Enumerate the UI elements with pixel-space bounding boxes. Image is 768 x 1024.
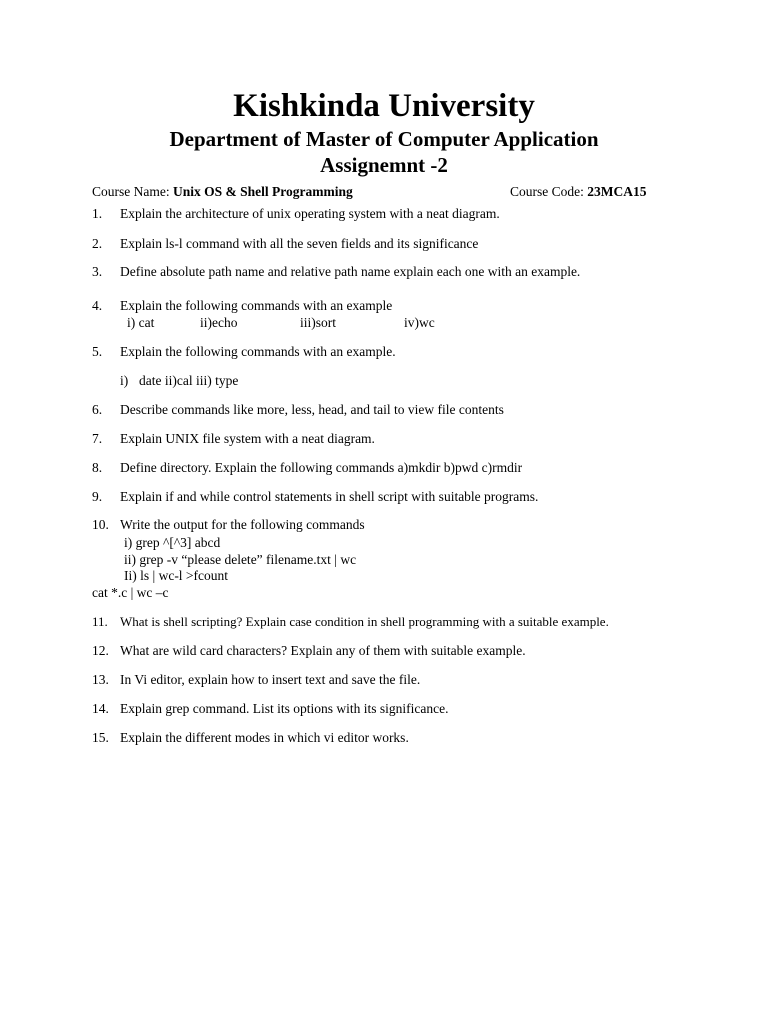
question-text: Define directory. Explain the following commands a)mkdir b)pwd c)rmdir (120, 460, 523, 475)
course-code-label: Course Code: (510, 184, 584, 199)
question-text: What are wild card characters? Explain any of them with suitable example. (120, 643, 526, 658)
command-line: i) grep ^[^3] abcd (124, 535, 221, 550)
question-number: 9. (92, 489, 103, 504)
question-text: Explain the architecture of unix operating system with a neat diagram. (120, 206, 500, 221)
option-item: i) (120, 373, 129, 388)
question-text: Explain ls-l command with all the seven fields and its significance (120, 236, 479, 251)
question-number: 6. (92, 402, 103, 417)
question-number: 4. (92, 298, 103, 313)
question-number: 11. (92, 614, 108, 629)
question-text: Explain UNIX file system with a neat diagram. (120, 431, 375, 446)
option-item: ii)echo (200, 315, 238, 330)
question-number: 2. (92, 236, 103, 251)
assignment-title: Assignemnt -2 (320, 153, 448, 177)
question-text: Explain if and while control statements in shell script with suitable programs. (120, 489, 539, 504)
command-line: Ii) ls | wc-l >fcount (124, 568, 229, 583)
question-number: 15. (92, 730, 109, 745)
question-text: Explain the following commands with an example. (120, 344, 396, 359)
department-title: Department of Master of Computer Application (169, 127, 599, 151)
question-text: In Vi editor, explain how to insert text and save the file. (120, 672, 421, 687)
option-item: i) cat (127, 315, 155, 330)
course-code-value: 23MCA15 (587, 184, 647, 199)
question-text: Explain the different modes in which vi editor works. (120, 730, 409, 745)
question-number: 3. (92, 264, 103, 279)
question-number: 5. (92, 344, 103, 359)
university-title: Kishkinda University (233, 88, 535, 124)
course-name (92, 183, 353, 201)
command-line: cat *.c | wc –c (92, 585, 169, 600)
course-name-value: Unix OS & Shell Programming (172, 184, 353, 199)
question-text: Write the output for the following commands (120, 517, 365, 532)
command-line: ii) grep -v “please delete” filename.txt | wc (124, 552, 357, 567)
question-text: Explain grep command. List its options with its significance. (120, 701, 449, 716)
question-number: 13. (92, 672, 109, 687)
question-number: 1. (92, 206, 103, 221)
question-number: 10. (92, 517, 109, 532)
option-item: iii)sort (300, 315, 336, 330)
option-item: date ii)cal iii) type (139, 373, 239, 388)
question-number: 8. (92, 460, 103, 475)
question-number: 14. (92, 701, 109, 716)
question-text: What is shell scripting? Explain case condition in shell programming with a suitable example. (120, 614, 609, 629)
course-code (510, 183, 647, 201)
question-text: Define absolute path name and relative path name explain each one with an example. (120, 264, 581, 279)
option-item: iv)wc (404, 315, 435, 330)
question-number: 7. (92, 431, 103, 446)
course-name-label: Course Name: (92, 184, 170, 199)
question-number: 12. (92, 643, 109, 658)
question-text: Describe commands like more, less, head, and tail to view file contents (120, 402, 504, 417)
question-text: Explain the following commands with an example (120, 298, 393, 313)
